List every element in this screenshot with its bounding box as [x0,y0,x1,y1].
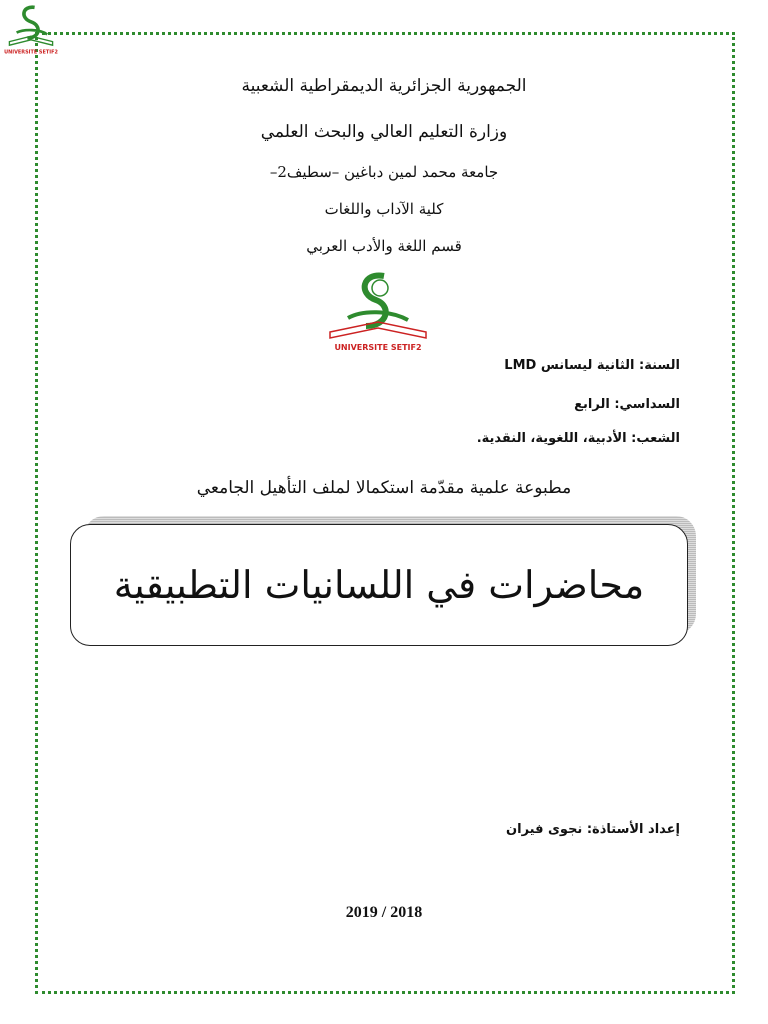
title-box [70,524,688,646]
subtitle: مطبوعة علمية مقدّمة استكمالا لملف التأهيل الجامعي [196,478,572,498]
academic-year: 2019 / 2018 [345,904,423,921]
branches: الشعب: الأدبية، اللغوية، النقدية. [476,431,680,446]
ministry-line: وزارة التعليم العالي والبحث العلمي [260,122,508,142]
document-title: محاضرات في اللسانيات التطبيقية [113,563,645,607]
university-logo-center [326,270,430,354]
republic-line: الجمهورية الجزائرية الديمقراطية الشعبية [241,76,527,96]
logo-caption-center: UNIVERSITE SETIF2 [334,343,422,352]
department-line: قسم اللغة والأدب العربي [306,237,462,255]
university-line: جامعة محمد لمين دباغين –سطيف2– [269,163,499,181]
author: إعداد الأستاذة: نجوى فيران [506,822,680,837]
year-level: السنة: الثانية ليسانس LMD [504,358,680,373]
logo-caption-corner: UNIVERSITE SETIF2 [4,49,58,56]
faculty-line: كلية الآداب واللغات [324,200,444,218]
university-logo-corner [4,2,58,56]
semester: السداسي: الرابع [574,397,680,412]
